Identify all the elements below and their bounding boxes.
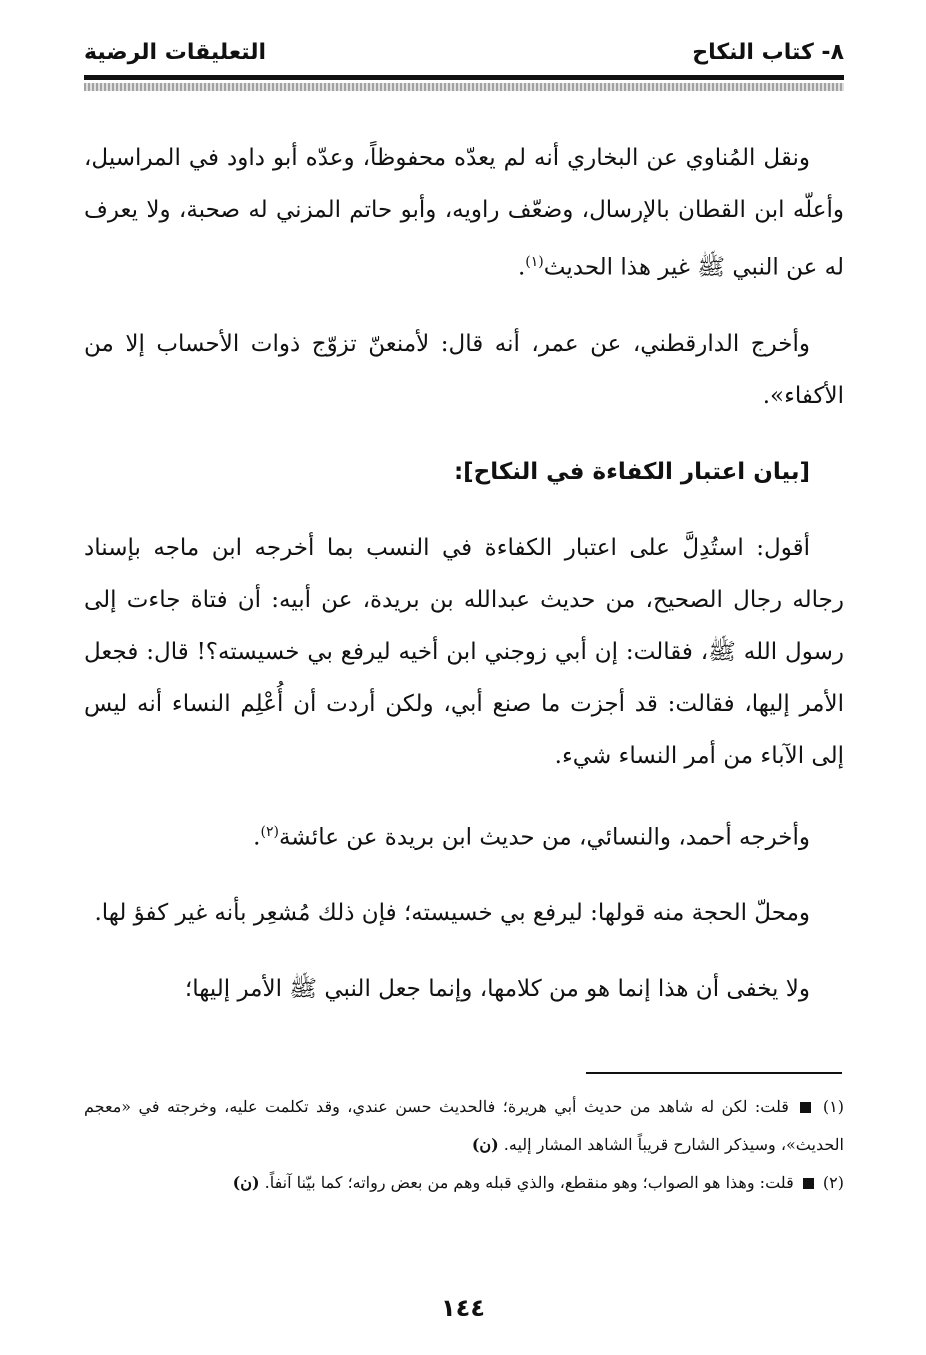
footnote-ref: (٢) [260, 823, 279, 840]
punctuation: . [517, 254, 526, 281]
footnote-ref: (١) [525, 254, 544, 270]
paragraph [84, 806, 844, 864]
main-text [84, 132, 844, 1039]
square-bullet-icon [800, 1102, 811, 1113]
footnote-text: قلت: لكن له شاهد من حديث أبي هريرة؛ فالحديث حسن عندي، وقد تكلمت عليه، وخرجته في «معجم الحديث»، وسيذكر الشارح قريباً الشاهد المشار إليه. [84, 1097, 844, 1154]
footnote-sign: (ن) [232, 1173, 260, 1192]
paragraph: ولا يخفى أن هذا إنما هو من كلامها، وإنما جعل النبي ﷺ الأمر إليها؛ [184, 976, 810, 1003]
section-heading: [بيان اعتبار الكفاءة في النكاح]: [453, 458, 810, 485]
chapter-title: ٨- كتاب النكاح [692, 40, 844, 65]
footnote [84, 1088, 844, 1164]
header-dotted-rule [84, 83, 844, 91]
paragraph: ومحلّ الحجة منه قولها: ليرفع بي خسيسته؛ فإن ذلك مُشعِر بأنه غير كفؤ لها. [94, 900, 810, 927]
header-rule [84, 75, 844, 80]
footnote-number: (٢) [822, 1173, 844, 1192]
page-header [84, 38, 844, 74]
footnote-number: (١) [822, 1097, 844, 1116]
footnotes [84, 1088, 844, 1202]
paragraph-text: ونقل المُناوي عن البخاري أنه لم يعدّه محفوظاً، وعدّه أبو داود في المراسيل، وأعلّه ابن القطان بالإرسال، وضعّف راويه، وأبو حاتم المزني له صحبة، ولا يعرف له عن النبي ﷺ غير هذا الحديث [84, 145, 844, 281]
punctuation: . [253, 824, 261, 851]
footnote-sign: (ن) [471, 1135, 499, 1154]
paragraph [84, 132, 844, 294]
square-bullet-icon [803, 1178, 814, 1189]
footnote [84, 1164, 844, 1202]
paragraph: وأخرج الدارقطني، عن عمر، أنه قال: لأمنعنّ تزوّج ذوات الأحساب إلا من الأكفاء». [84, 330, 844, 409]
paragraph-text: وأخرجه أحمد، والنسائي، من حديث ابن بريدة عن عائشة [278, 824, 810, 851]
paragraph: أقول: استُدِلَّ على اعتبار الكفاءة في النسب بما أخرجه ابن ماجه بإسناد رجاله رجال الصحيح، من حديث عبدالله بن بريدة، عن أبيه: أن فتاة جاءت إلى رسول الله ﷺ، فقالت: إن أبي زوجني ابن أخيه ليرفع بي خسيسته؟! قال: فجعل الأمر إليها، فقالت: قد أجزت ما صنع أبي، ولكن أردت أن أُعْلِم النساء أنه ليس إلى الآباء من أمر النساء شيء. [84, 534, 844, 769]
footnote-text: قلت: وهذا هو الصواب؛ وهو منقطع، والذي قبله وهم من بعض رواته؛ كما بيّنا آنفاً. [264, 1173, 794, 1192]
book-title: التعليقات الرضية [84, 40, 267, 65]
footnote-separator [586, 1072, 842, 1074]
page-number: ١٤٤ [441, 1294, 485, 1322]
